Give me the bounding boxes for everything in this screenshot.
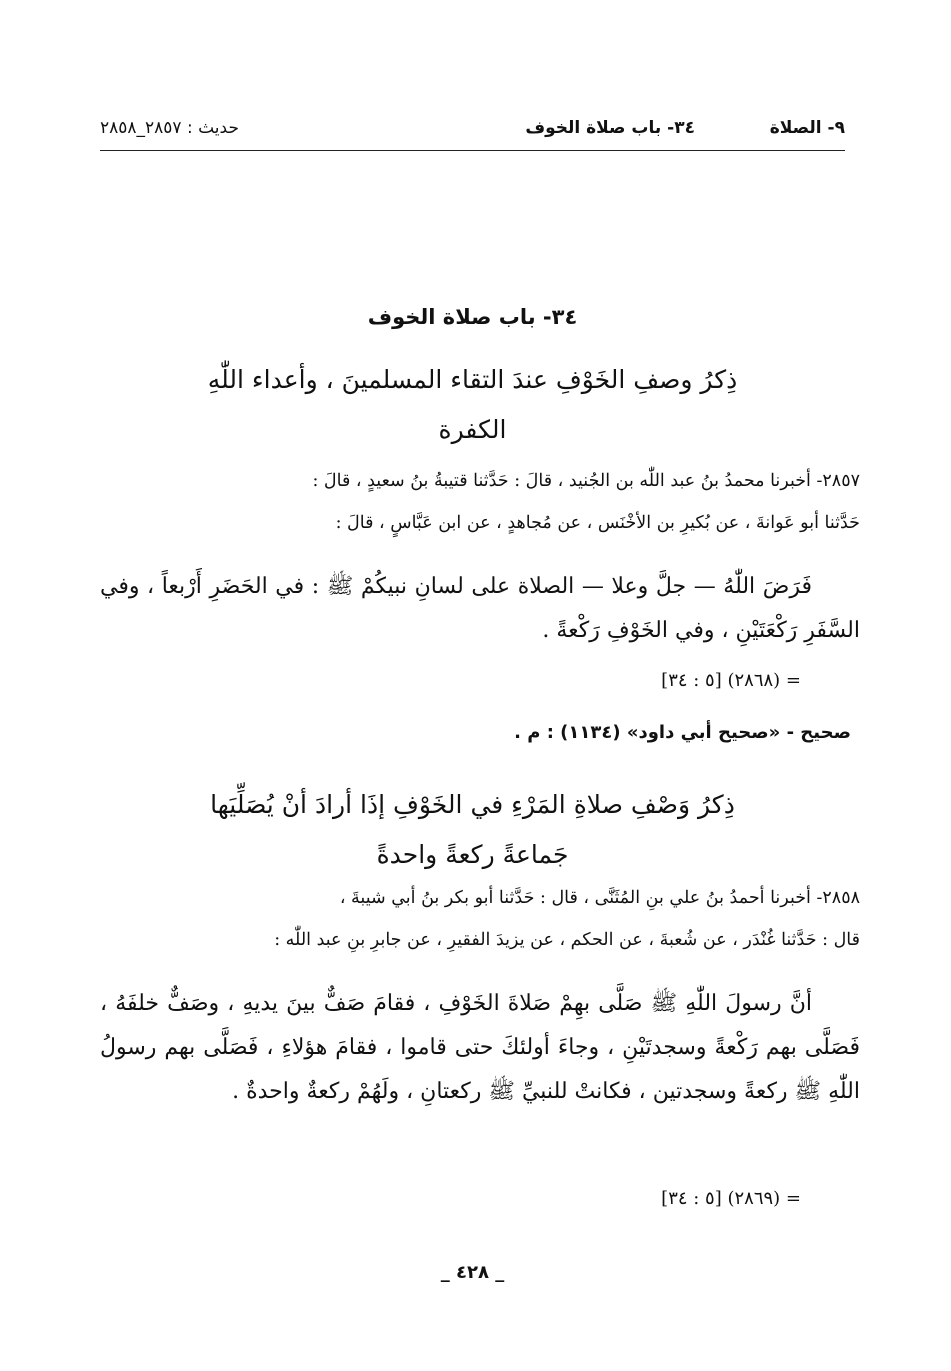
hadith-2857-isnad-line-2: حَدَّثنا أبو عَوانةَ ، عن بُكيرِ بن الأخْنَس ، عن مُجاهدٍ ، عن ابن عَبَّاسٍ ، قالَ :: [335, 513, 860, 533]
header-chapter-title: ٣٤- باب صلاة الخوف: [525, 118, 695, 138]
hadith-2858-isnad: [100, 877, 860, 961]
hadith-2857-grade: صحيح - «صحيح أبي داود» (١١٣٤) : م .: [514, 722, 851, 743]
section-1-heading: [100, 355, 845, 455]
hadith-2857-reference: = (٢٨٦٨) [٥ : ٣٤]: [661, 670, 801, 691]
page-number: _ ٤٢٨ _: [440, 1262, 505, 1283]
section-1-heading-line-1: ذِكرُ وصفِ الخَوْفِ عندَ التقاء المسلمينَ ، وأعداء اللّٰهِ: [207, 365, 738, 394]
hadith-2858-matn: أنَّ رسولَ اللّٰهِ ﷺ صَلَّى بهِمْ صَلاةَ الخَوْفِ ، فقامَ صَفٌّ بينَ يديهِ ، وصَفٌّ خلفَهُ ، فَصَلَّى بهم رَكْعةً وسجدتَيْنِ ، وجاءَ أولئكَ حتى قاموا ، فقامَ هؤلاءِ ، فَصَلَّى بهم رسولُ اللّٰهِ ﷺ ركعةً وسجدتين ، فكانتْ للنبيِّ ﷺ ركعتانِ ، ولَهُمْ ركعةٌ واحدةٌ .: [100, 991, 860, 1104]
header-book-title: ٩- الصلاة: [769, 118, 845, 138]
header-hadith-range: حديث : ٢٨٥٧_٢٨٥٨: [100, 118, 239, 138]
hadith-2857-isnad: [100, 460, 860, 544]
chapter-heading: ٣٤- باب صلاة الخوف: [367, 305, 578, 329]
header-divider: [100, 150, 845, 151]
section-2-heading-line-1: ذِكرُ وَصْفِ صلاةِ المَرْءِ في الخَوْفِ إذَا أرادَ أنْ يُصَلِّيَها: [210, 790, 735, 819]
hadith-2857-matn: فَرَضَ اللّٰهُ — جلَّ وعلا — الصلاة على لسانِ نبيكُمْ ﷺ : في الحَضَرِ أَرْبعاً ، وفي السَّفَرِ رَكْعَتَيْنِ ، وفي الخَوْفِ رَكْعةً .: [100, 574, 860, 643]
hadith-2858-isnad-line-2: قال : حَدَّثنا غُنْدَر ، عن شُعبةَ ، عن الحكم ، عن يزيدَ الفقيرِ ، عن جابرِ بنِ عبد اللّٰه :: [274, 930, 860, 950]
section-2-heading-line-2: جَماعةً ركعةً واحدةً: [376, 840, 569, 869]
hadith-2858-isnad-line-1: ٢٨٥٨- أخبرنا أحمدُ بنُ علي بنِ المُثَنَّى ، قال : حَدَّثنا أبو بكر بنُ أبي شيبةَ ،: [339, 888, 860, 908]
hadith-2857-isnad-line-1: ٢٨٥٧- أخبرنا محمدُ بنُ عبد اللّٰه بن الجُنيد ، قالَ : حَدَّثنا قتيبةُ بنُ سعيدٍ ، قالَ :: [312, 471, 860, 491]
section-1-heading-line-2: الكفرة: [438, 415, 507, 444]
running-header: [100, 118, 845, 148]
hadith-2858-reference: = (٢٨٦٩) [٥ : ٣٤]: [661, 1188, 801, 1209]
section-2-heading: [100, 780, 845, 880]
